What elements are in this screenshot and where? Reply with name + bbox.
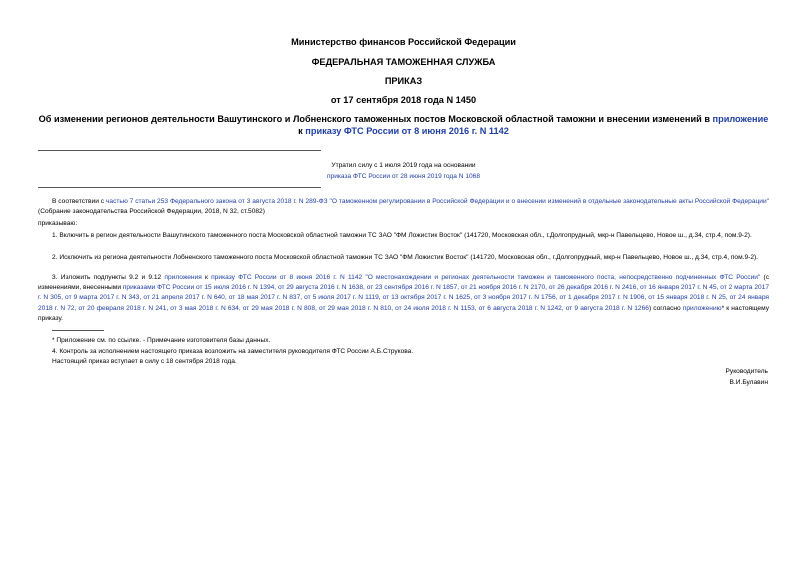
item3-text-2: к (201, 274, 212, 281)
item3-text-6: * к настоящему приказу. (38, 304, 769, 322)
footnote-divider (52, 330, 104, 331)
item3-text-5: ) согласно (648, 304, 683, 312)
paragraph-item-3 (38, 273, 769, 324)
order-date-heading: от 17 сентября 2018 года N 1450 (330, 95, 477, 105)
footnote: * Приложение см. по ссылке. - Примечание изготовителя базы данных. (52, 337, 271, 344)
status-note (40, 160, 767, 182)
service-heading: ФЕДЕРАЛЬНАЯ ТАМОЖЕННАЯ СЛУЖБА (311, 57, 496, 67)
item3-link-appendix[interactable]: приложения (164, 274, 202, 281)
signature-name: В.И.Булавин (729, 379, 768, 386)
item3-link-amendments-1[interactable]: приказами ФТС России от 15 июля 2016 г. N 1394, от 29 августа 2016 г. N 1638, от 23 сентября 2016 г. N 1857, от 21 ноября 2016 г. N 2170, от 26 декабря 2016 г. N 2416, от 16 января 2017 г. N 45, от 2 марта 2017 г. N 305, от 9 марта 2017 г. N 343, от 21 апреля 2017 г. N 640, от 18 мая 2017 г. N 837, от 5 июля 2017 г. N 1119 (38, 284, 769, 302)
paragraph-order: приказываю: (38, 220, 78, 227)
signature-block (726, 366, 768, 388)
title-link-order-1142[interactable]: приказу ФТС России от 8 июня 2016 г. N 1142 (305, 126, 509, 136)
paragraph-preamble (38, 197, 769, 217)
item3-link-annex[interactable]: приложению (682, 304, 722, 312)
preamble-text-2: (Собрание законодательства Российской Федерации, 2018, N 32, ст.5082) (38, 208, 265, 216)
signature-position: Руководитель (725, 368, 768, 375)
document-title (38, 113, 769, 137)
paragraph-effective-date: Настоящий приказ вступает в силу с 18 сентября 2018 года. (52, 358, 237, 365)
item3-text-1: 3. Изложить подпункты 9.2 и 9.12 (52, 274, 165, 281)
paragraph-item-1: 1. Включить в регион деятельности Вашутинского таможенного поста Московской областной таможни ТС ЗАО "ФМ Ложистик Восток" (141720, Московская обл., г.Долгопрудный, мкр-н Павельцево, Новое ш., д.34, стр.4, пом.9-2). (52, 232, 752, 239)
item3-link-order-1142[interactable]: приказу ФТС России от 8 июня 2016 г. N 1142 "О местонахождении и регионах деятельности таможен и таможенного поста, непосредственно подчиненных ФТС России" (211, 274, 761, 281)
ministry-heading: Министерство финансов Российской Федерации (291, 37, 516, 47)
paragraph-item-4: 4. Контроль за исполнением настоящего приказа возложить на заместителя руководителя ФТС России А.Б.Струкова. (52, 348, 414, 355)
preamble-text-1: В соответствии с (52, 198, 106, 205)
status-note-text: Утратил силу с 1 июля 2019 года на основании (331, 162, 476, 169)
status-note-link[interactable]: приказа ФТС России от 28 июня 2019 года N 1068 (326, 173, 480, 180)
title-text-2: к (298, 126, 306, 136)
item3-text-4: , (378, 294, 383, 302)
preamble-link-law-289[interactable]: частью 7 статьи 253 Федерального закона от 3 августа 2018 г. N 289-ФЗ "О таможенном регулировании в Российской Федерации и о внесении изменений в отдельные законодательные акты Российской Федерации" (105, 198, 769, 205)
paragraph-item-2: 2. Исключить из региона деятельности Лобненского таможенного поста Московской областной таможни ТС ЗАО "ФМ Ложистик Восток" (141720, Московская обл., г.Долгопрудный, мкр-н Павельцево, Новое ш., д.34, стр.4, пом.9-2). (52, 254, 759, 261)
order-type-heading: ПРИКАЗ (384, 76, 423, 86)
divider-top (38, 150, 321, 151)
title-text-1: Об изменении регионов деятельности Вашутинского и Лобненского таможенных постов Московской областной таможни и внесении изменений в (38, 114, 713, 124)
item3-link-amendments-2[interactable]: от 13 октября 2017 г. N 1625, от 3 ноября 2017 г. N 1756, от 1 декабря 2017 г. N 1906, от 15 января 2018 г. N 25, от 24 января 2018 г. N 72, от 20 февраля 2018 г. N 241, от 3 мая 2018 г. N 634, от 29 мая 2018 г. N 808, от 29 мая 2018 г. N 810, от 24 июля 2018 г. N 1153, от 6 августа 2018 г. N 1242, от 9 августа 2018 г. N 1266 (38, 294, 769, 312)
item3-text-3: (с изменениями, внесенными (38, 274, 770, 292)
title-link-appendix[interactable]: приложение (712, 114, 769, 124)
divider-bottom (38, 187, 321, 188)
